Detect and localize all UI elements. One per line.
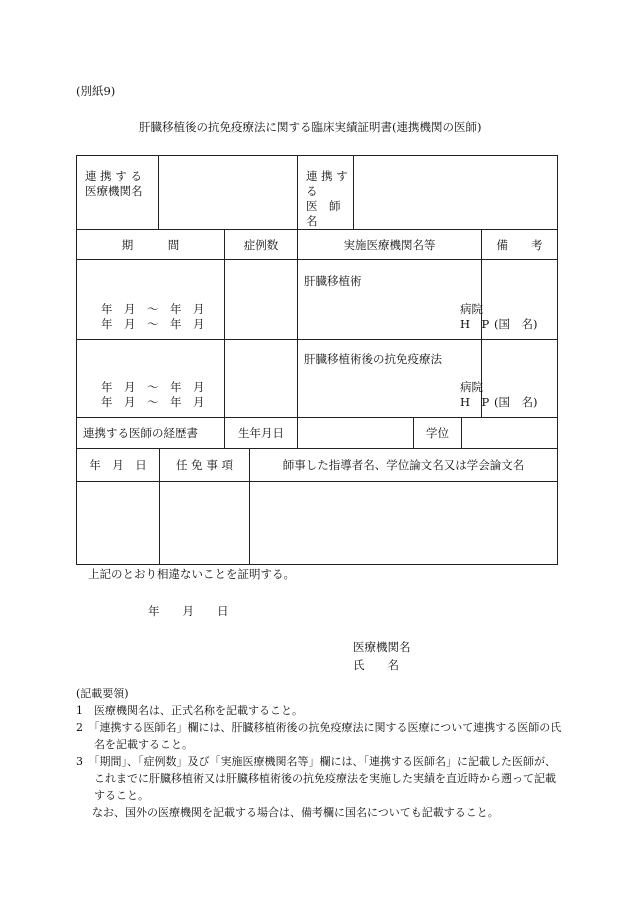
document-title: 肝臓移植後の抗免疫療法に関する臨床実績証明書(連携機関の医師)	[139, 120, 482, 134]
period-header: 期 間	[77, 230, 225, 260]
transplant-remarks-cell[interactable]	[482, 260, 558, 340]
immunotherapy-section-title: 肝臓移植術後の抗免疫療法	[304, 352, 442, 366]
transplant-institution-cell[interactable]	[298, 260, 490, 340]
bio-row	[77, 418, 558, 449]
career-mentor-header: 師事した指導者名、学位論文名又は学会論文名	[282, 458, 525, 472]
liaison-institution-field[interactable]	[159, 156, 298, 230]
career-appointment-field[interactable]	[160, 482, 250, 564]
immunotherapy-country-label: (国 名)	[494, 395, 538, 409]
immunotherapy-period-line1: 年 月 〜 年 月	[101, 380, 205, 394]
degree-label: 学位	[414, 418, 462, 449]
institution-signature-label: 医療機関名	[353, 640, 411, 654]
transplant-country-label: (国 名)	[494, 317, 538, 331]
transplant-period-line1: 年 月 〜 年 月	[101, 302, 205, 316]
immunotherapy-remarks-cell[interactable]	[482, 340, 558, 418]
transplant-period-line2: 年 月 〜 年 月	[101, 317, 205, 331]
header-row	[77, 230, 558, 260]
immunotherapy-hp-label: H P	[460, 395, 490, 409]
note-item-1: 1 医療機関名は、正式名称を記載すること。	[76, 704, 303, 717]
career-mentor-field[interactable]	[250, 482, 557, 564]
note-item-3: 3 「期間」、「症例数」及び「実施医療機関名等」欄には、「連携する医師名」に記載した医師が、これまでに肝臓移植術又は肝臓移植術後の抗免疫療法を実施した実績を直近時から遡って記載すること。	[76, 755, 556, 802]
transplant-hospital-label: 病院	[460, 302, 483, 316]
certify-statement: 上記のとおり相違ないことを証明する。	[88, 567, 295, 581]
notes-section	[76, 685, 566, 821]
career-date-field[interactable]	[77, 482, 160, 564]
career-date-header: 年 月 日	[77, 449, 160, 481]
transplant-period-cell[interactable]	[77, 260, 225, 340]
birth-date-field[interactable]	[298, 418, 414, 449]
transplant-cases-cell[interactable]	[225, 260, 298, 340]
immunotherapy-institution-cell[interactable]	[298, 340, 490, 418]
certificate-table	[76, 155, 558, 565]
transplant-section-title: 肝臓移植術	[304, 274, 362, 288]
date-line: 年 月 日	[148, 604, 229, 618]
immunotherapy-hospital-label: 病院	[460, 380, 483, 394]
transplant-row	[77, 260, 558, 340]
immunotherapy-period-cell[interactable]	[77, 340, 225, 418]
institution-header: 実施医療機関名等	[298, 230, 482, 260]
liaison-doctor-label: 連 携 す る 医 師 名	[298, 156, 354, 230]
note-item-2: 2 「連携する医師名」欄には、肝臓移植術後の抗免疫療法に関する医療について連携する医師の氏名を記載すること。	[76, 721, 562, 751]
transplant-hp-label: H P	[460, 317, 490, 331]
notes-heading: (記載要領)	[76, 687, 129, 700]
note-extra: なお、国外の医療機関を記載する場合は、備考欄に国名についても記載すること。	[92, 806, 499, 819]
liaison-institution-label: 連 携 す る 医療機関名	[77, 156, 159, 230]
degree-field[interactable]	[462, 418, 558, 449]
immunotherapy-cases-cell[interactable]	[225, 340, 298, 418]
cases-header: 症例数	[225, 230, 298, 260]
birth-date-label: 生年月日	[225, 418, 298, 449]
immunotherapy-period-line2: 年 月 〜 年 月	[101, 395, 205, 409]
immunotherapy-row	[77, 340, 558, 418]
career-header-row	[77, 449, 558, 482]
bio-label: 連携する医師の経歴書	[77, 418, 225, 449]
liaison-row	[77, 156, 558, 230]
remarks-header: 備 考	[482, 230, 558, 260]
name-signature-label: 氏 名	[353, 658, 399, 672]
career-content-row	[77, 482, 558, 565]
career-appointment-header: 任 免 事 項	[160, 449, 250, 481]
liaison-doctor-field[interactable]	[354, 156, 558, 230]
appendix-label: (別紙9)	[76, 84, 116, 98]
